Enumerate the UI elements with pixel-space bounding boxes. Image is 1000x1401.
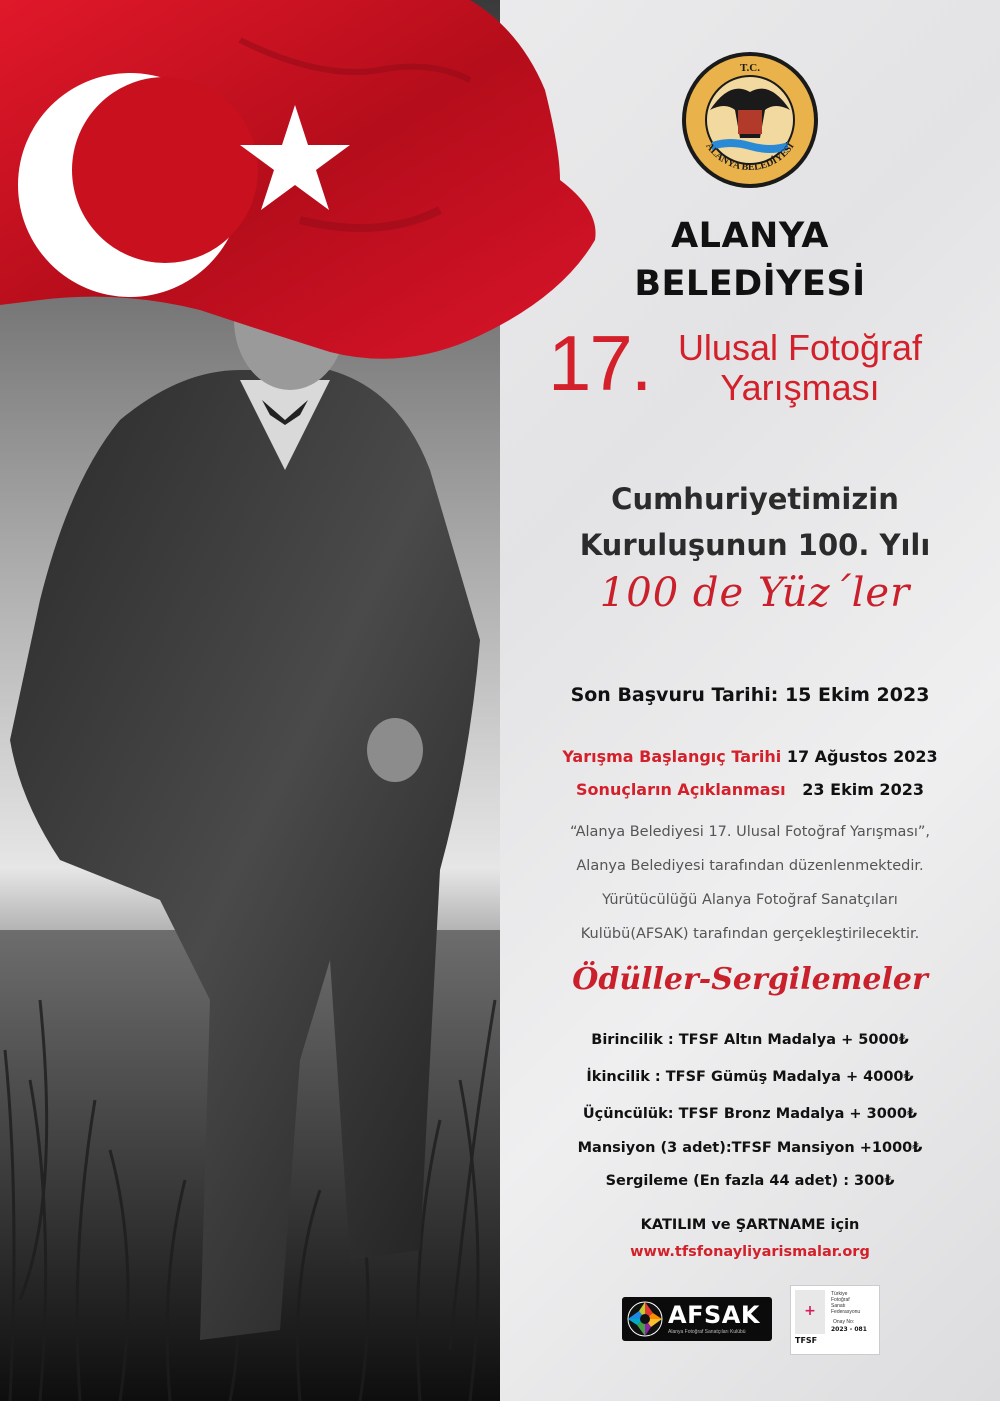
- competition-title-line1: Ulusal Fotoğraf: [677, 327, 923, 368]
- afsak-logo: [622, 1297, 772, 1341]
- description-line: “Alanya Belediyesi 17. Ulusal Fotoğraf Yarışması”,: [569, 824, 931, 840]
- participation-label: KATILIM ve ŞARTNAME için: [640, 1217, 860, 1233]
- org-name-line2: BELEDİYESİ: [634, 264, 866, 304]
- awards-heading: Ödüller-Sergilemeler: [572, 962, 928, 997]
- description-line: Yürütücülüğü Alanya Fotoğraf Sanatçıları: [602, 892, 898, 908]
- org-name-line1: ALANYA: [671, 216, 829, 256]
- tfsf-brand: TFSF: [795, 1336, 818, 1345]
- deadline: Son Başvuru Tarihi: 15 Ekim 2023: [570, 684, 930, 706]
- description-line: Alanya Belediyesi tarafından düzenlenmektedir.: [576, 858, 924, 874]
- svg-text:ALANYA BELEDİYESİ: ALANYA BELEDİYESİ: [703, 140, 797, 174]
- tfsf-badge-mark: +: [795, 1290, 825, 1334]
- theme-line2: Kuruluşunun 100. Yılı: [579, 528, 931, 562]
- competition-title-line2: Yarışması: [720, 367, 880, 408]
- svg-text:T.C.: T.C.: [740, 62, 760, 74]
- edition-number: 17.: [548, 319, 651, 407]
- date-start: [500, 747, 1000, 766]
- municipality-seal-icon: [680, 50, 820, 190]
- theme-slogan: 100 de Yüz´ler: [599, 570, 911, 616]
- date-start-value: 17 Ağustos 2023: [786, 747, 938, 766]
- award-item: İkincilik : TFSF Gümüş Madalya + 4000₺: [586, 1069, 914, 1085]
- afsak-aperture-icon: [625, 1299, 665, 1339]
- date-start-label: Yarışma Başlangıç Tarihi: [562, 747, 782, 766]
- website-link[interactable]: www.tfsfonayliyarismalar.org: [630, 1244, 870, 1260]
- award-item: Sergileme (En fazla 44 adet) : 300₺: [605, 1173, 895, 1189]
- tfsf-badge-icon: [790, 1285, 880, 1355]
- description-line: Kulübü(AFSAK) tarafından gerçekleştirilecektir.: [580, 926, 920, 942]
- award-item: Üçüncülük: TFSF Bronz Madalya + 3000₺: [582, 1106, 918, 1122]
- date-results-label: Sonuçların Açıklanması: [576, 780, 786, 799]
- theme-line1: Cumhuriyetimizin: [611, 482, 899, 516]
- figure-hand: [367, 718, 423, 782]
- tfsf-code-label: Onay No:: [833, 1319, 855, 1325]
- award-item: Mansiyon (3 adet):TFSF Mansiyon +1000₺: [577, 1140, 923, 1156]
- award-item: Birincilik : TFSF Altın Madalya + 5000₺: [591, 1032, 909, 1048]
- date-results-value: 23 Ekim 2023: [802, 780, 924, 799]
- afsak-logo-subtext: Alanya Fotoğraf Sanatçıları Kulübü: [668, 1329, 746, 1335]
- tfsf-name: Türkiye Fotoğraf Sanatı Federasyonu: [831, 1291, 861, 1315]
- date-results: [500, 780, 1000, 799]
- afsak-logo-text: AFSAK: [668, 1301, 760, 1329]
- turkish-flag-icon: [0, 0, 610, 380]
- competition-title: [640, 328, 960, 408]
- tfsf-code: 2023 - 081: [831, 1326, 867, 1333]
